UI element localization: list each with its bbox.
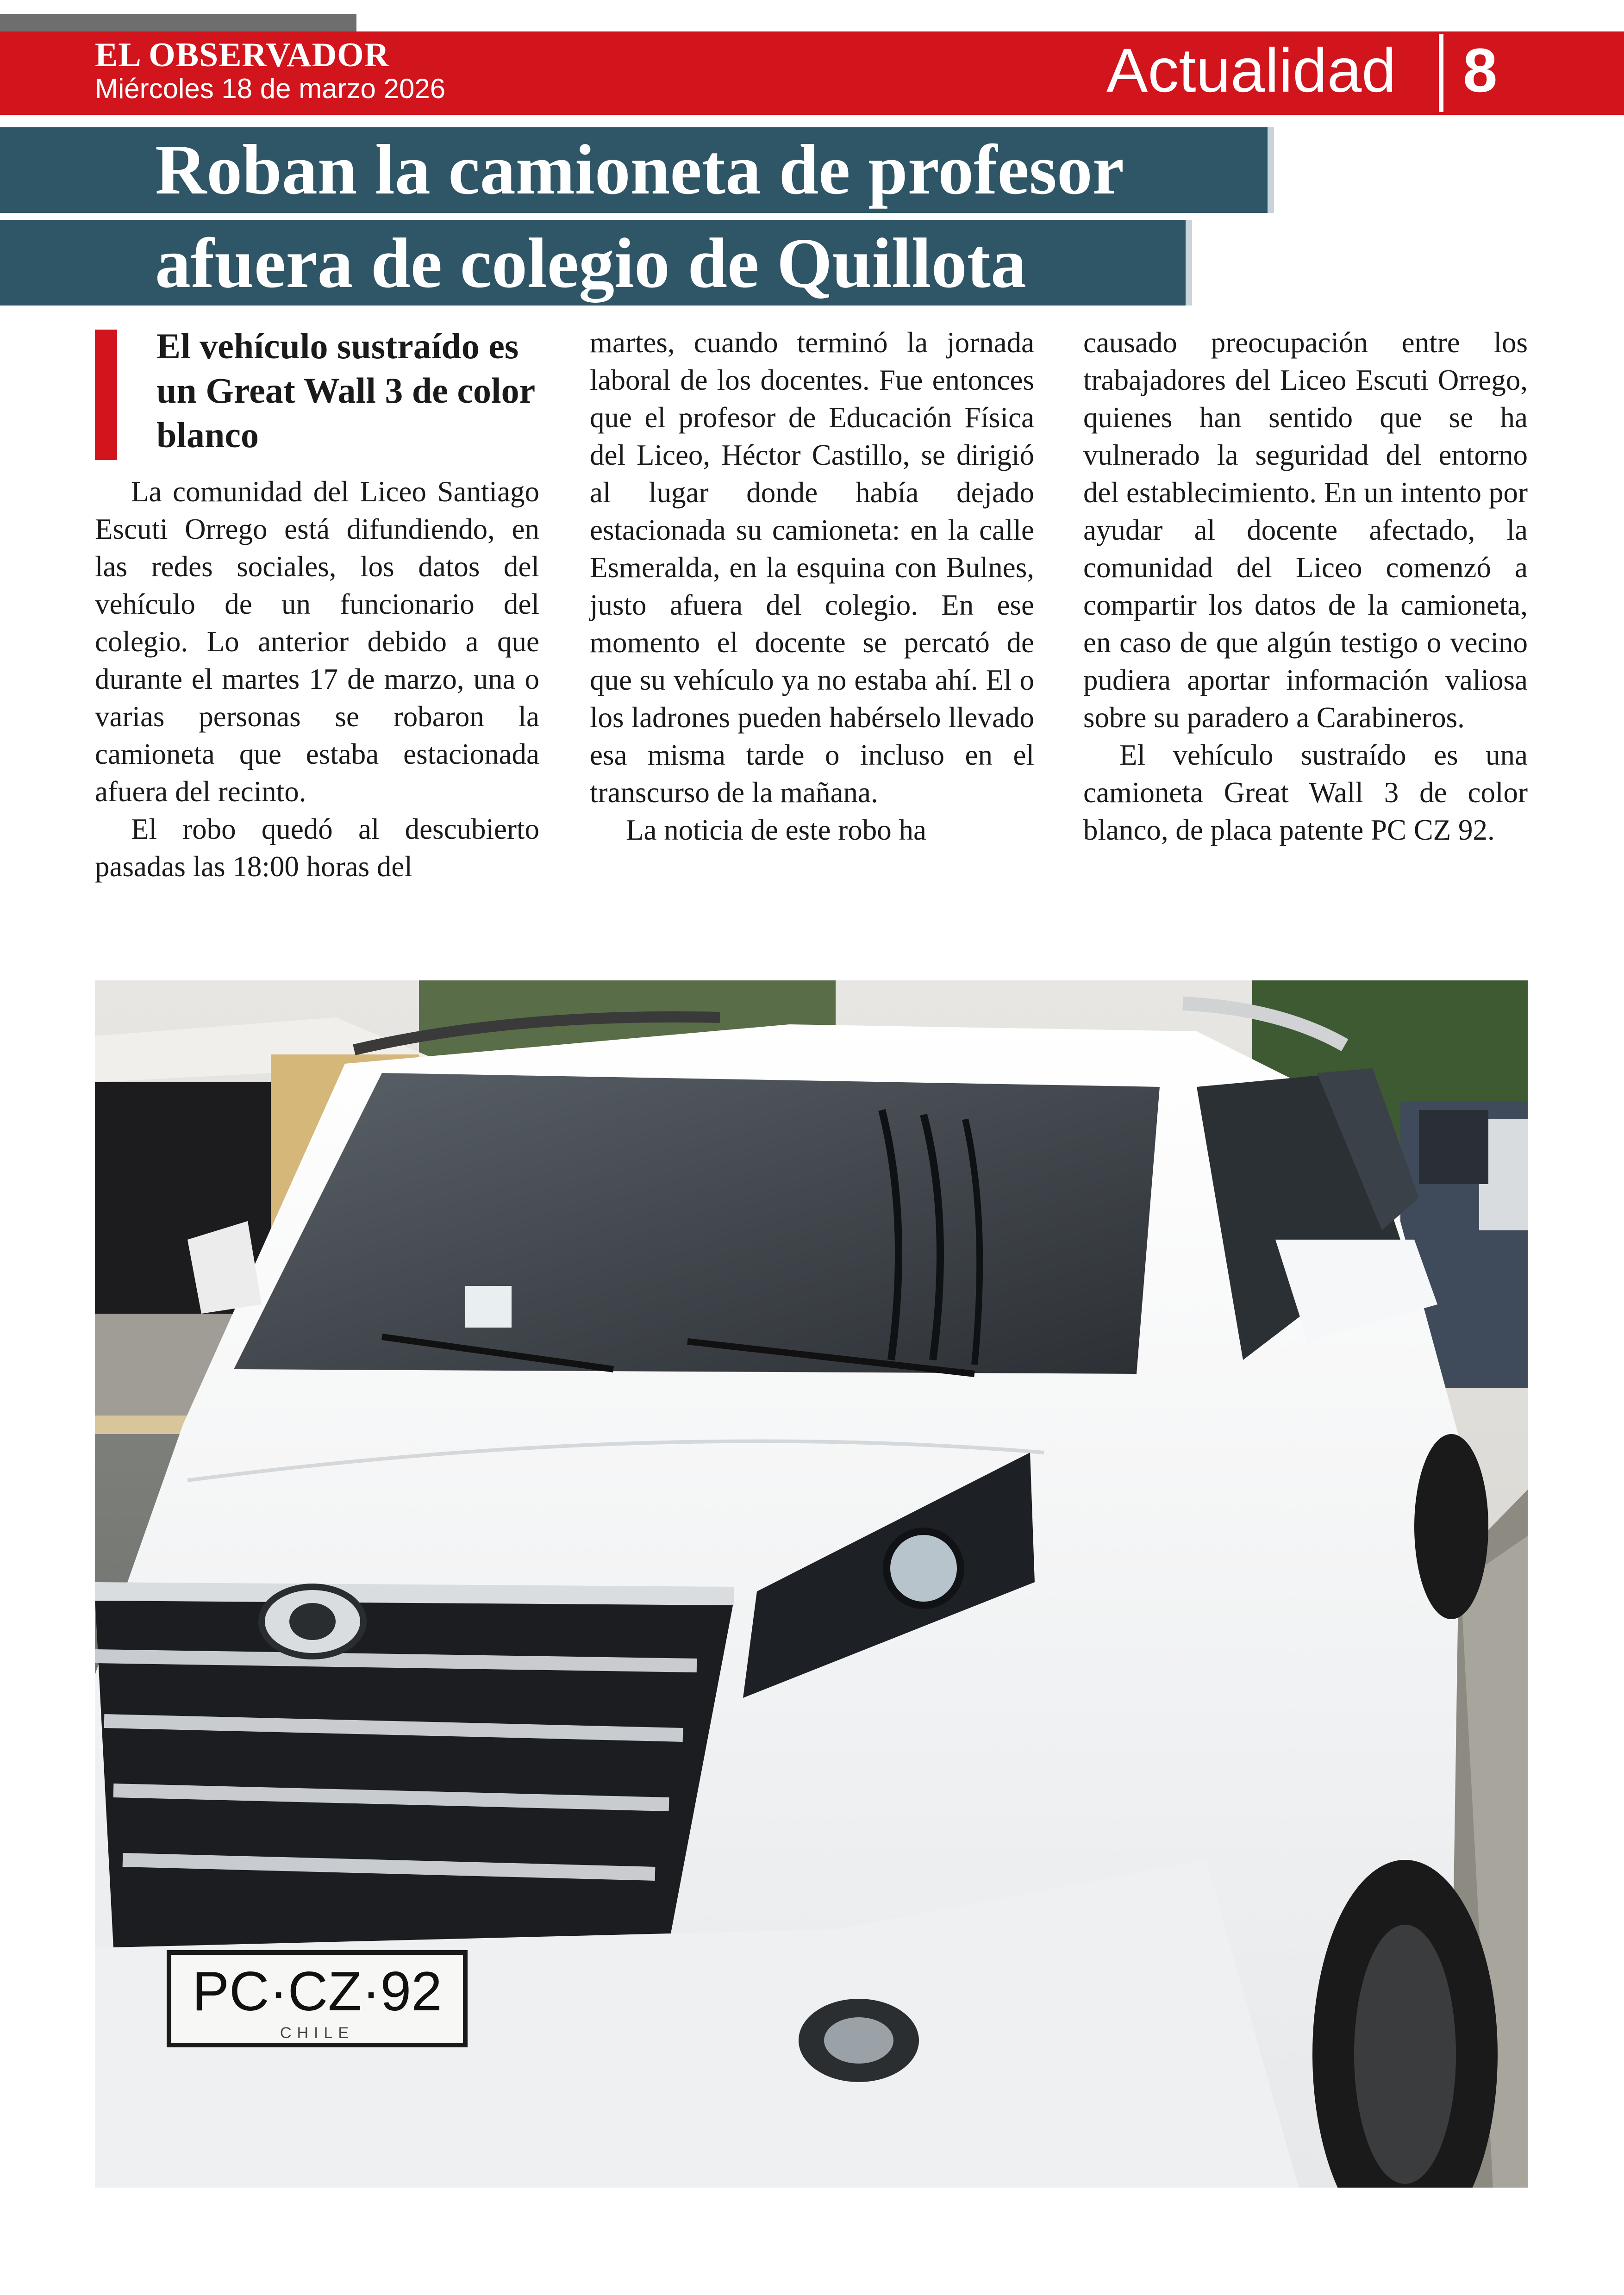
paragraph-1: La comunidad del Liceo Santiago Escuti Orrego está difundiendo, en las redes sociales, los datos del vehículo de un funcionario del colegio. Lo anterior debido a que durante el martes 17 de marzo, una o varias personas se robaron la camioneta que estaba estacionada afuera del recinto. bbox=[95, 475, 539, 808]
article-column-3 bbox=[1083, 324, 1528, 849]
article-column-2 bbox=[590, 324, 1034, 849]
header-divider bbox=[1439, 34, 1443, 112]
subhead-marker bbox=[95, 330, 117, 460]
subheadline: El vehículo sustraído es un Great Wall 3 de color blanco bbox=[156, 326, 535, 455]
white-suv-photo bbox=[95, 980, 1528, 2188]
headline-line-2: afuera de colegio de Quillota bbox=[155, 224, 1026, 303]
newspaper-name: EL OBSERVADOR bbox=[95, 36, 390, 74]
top-gray-bar bbox=[0, 14, 356, 31]
issue-date: Miércoles 18 de marzo 2026 bbox=[95, 73, 446, 104]
section-name: Actualidad bbox=[1106, 36, 1396, 105]
page-number: 8 bbox=[1463, 36, 1498, 105]
paragraph-4: El vehículo sustraído es una camioneta Great Wall 3 de color blanco, de placa patente PC CZ 92. bbox=[1083, 739, 1528, 846]
paragraph-3: La noticia de este robo ha bbox=[626, 814, 926, 846]
license-plate-text: PC·CZ·92 bbox=[192, 1960, 443, 2022]
license-plate-country: CHILE bbox=[280, 2024, 355, 2042]
article-column-1 bbox=[95, 473, 539, 886]
paragraph-2-continued: martes, cuando terminó la jornada laboral de los docentes. Fue entonces que el profesor de Educación Física del Liceo, Héctor Castillo, se dirigió al lugar donde había dejado estacionada su camioneta: en la calle Esmeralda, en la esquina con Bulnes, justo afuera del colegio. En ese momento el docente se percató de que su vehículo ya no estaba ahí. El o los ladrones pueden habérselo llevado esa misma tarde o incluso en el transcurso de la mañana. bbox=[590, 326, 1034, 809]
paragraph-2: El robo quedó al descubierto pasadas las 18:00 horas del bbox=[95, 813, 539, 883]
headline-line-1: Roban la camioneta de profesor bbox=[155, 131, 1124, 209]
article-photo bbox=[95, 980, 1528, 2188]
paragraph-3-continued: causado preocupación entre los trabajadores del Liceo Escuti Orrego, quienes han sentido que se ha vulnerado la seguridad del entorno del establecimiento. En un intento por ayudar al docente afectado, la comunidad del Liceo comenzó a compartir los datos de la camioneta, en caso de que algún testigo o vecino pudiera aportar información valiosa sobre su paradero a Carabineros. bbox=[1083, 326, 1528, 734]
